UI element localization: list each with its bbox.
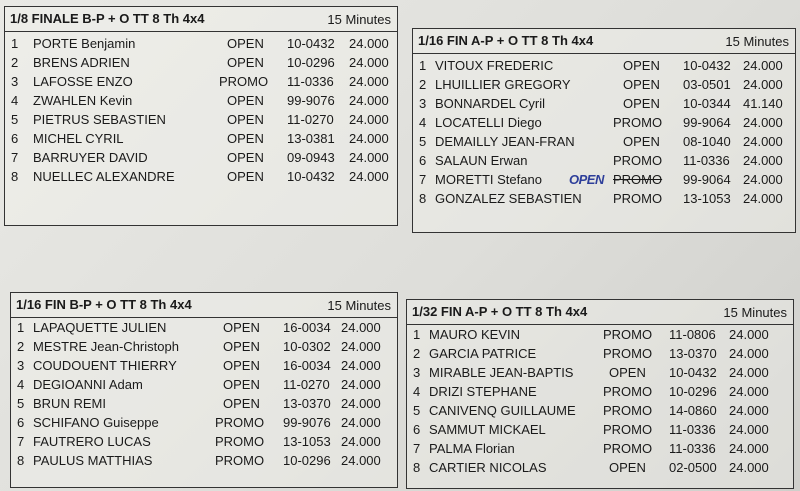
driver-row [407, 344, 793, 363]
category: OPEN [623, 58, 660, 73]
transponder-code: 02-0500 [669, 460, 717, 475]
driver-name: GONZALEZ SEBASTIEN [435, 191, 582, 206]
driver-name: GARCIA PATRICE [429, 346, 537, 361]
panel-header [407, 300, 793, 325]
lap-time: 24.000 [729, 327, 769, 342]
grid-position: 6 [17, 415, 25, 430]
category: OPEN [223, 339, 260, 354]
driver-row [413, 56, 795, 75]
lap-time: 24.000 [341, 415, 381, 430]
grid-position: 3 [11, 74, 19, 89]
grid-position: 7 [419, 172, 427, 187]
transponder-code: 03-0501 [683, 77, 731, 92]
driver-name: MESTRE Jean-Christoph [33, 339, 179, 354]
panel-header [5, 7, 397, 32]
lap-time: 24.000 [743, 115, 783, 130]
driver-name: LAPAQUETTE JULIEN [33, 320, 167, 335]
category: OPEN [227, 169, 264, 184]
driver-row [5, 129, 397, 148]
lap-time: 24.000 [349, 74, 389, 89]
transponder-code: 13-0381 [287, 131, 335, 146]
grid-position: 5 [11, 112, 19, 127]
category: PROMO [603, 384, 653, 399]
driver-name: DEMAILLY JEAN-FRAN [435, 134, 575, 149]
lap-time: 24.000 [729, 346, 769, 361]
lap-time: 24.000 [349, 36, 389, 51]
driver-name: PIETRUS SEBASTIEN [33, 112, 166, 127]
driver-name: COUDOUENT THIERRY [33, 358, 177, 373]
transponder-code: 10-0432 [287, 169, 335, 184]
transponder-code: 11-0336 [669, 422, 716, 437]
driver-row [407, 420, 793, 439]
grid-position: 6 [413, 422, 421, 437]
grid-position: 8 [17, 453, 25, 468]
heat-panel-1-32-fin-ap [406, 299, 794, 489]
driver-row [11, 394, 397, 413]
grid-position: 6 [419, 153, 427, 168]
grid-position: 5 [419, 134, 427, 149]
driver-name: SALAUN Erwan [435, 153, 528, 168]
lap-time: 24.000 [349, 93, 389, 108]
driver-name: LOCATELLI Diego [435, 115, 542, 130]
grid-position: 1 [11, 36, 19, 51]
lap-time: 24.000 [729, 403, 769, 418]
transponder-code: 09-0943 [287, 150, 335, 165]
lap-time: 24.000 [729, 365, 769, 380]
driver-name: BRUN REMI [33, 396, 106, 411]
category: OPEN [227, 55, 264, 70]
driver-name: DRIZI STEPHANE [429, 384, 537, 399]
grid-position: 3 [413, 365, 421, 380]
driver-name: MICHEL CYRIL [33, 131, 124, 146]
driver-name: MORETTI Stefano [435, 172, 542, 187]
transponder-code: 10-0432 [683, 58, 731, 73]
grid-position: 8 [11, 169, 19, 184]
category: OPEN [227, 36, 264, 51]
panel-header [413, 29, 795, 54]
category: PROMO [613, 191, 663, 206]
category: PROMO [613, 153, 663, 168]
driver-name: DEGIOANNI Adam [33, 377, 143, 392]
driver-name: PORTE Benjamin [33, 36, 136, 51]
driver-row [11, 318, 397, 337]
transponder-code: 08-1040 [683, 134, 731, 149]
transponder-code: 11-0270 [283, 377, 330, 392]
grid-position: 7 [11, 150, 19, 165]
transponder-code: 13-1053 [283, 434, 331, 449]
lap-time: 24.000 [349, 112, 389, 127]
grid-position: 2 [11, 55, 19, 70]
lap-time: 24.000 [729, 460, 769, 475]
driver-row [11, 356, 397, 375]
handwritten-correction: OPEN [569, 172, 604, 187]
transponder-code: 13-0370 [283, 396, 331, 411]
driver-row [5, 110, 397, 129]
grid-position: 4 [17, 377, 25, 392]
transponder-code: 16-0034 [283, 320, 331, 335]
transponder-code: 10-0296 [669, 384, 717, 399]
transponder-code: 10-0296 [287, 55, 335, 70]
panel-title: 1/8 FINALE B-P + O TT 8 Th 4x4 [10, 11, 205, 26]
category: OPEN [623, 134, 660, 149]
category: OPEN [223, 320, 260, 335]
grid-position: 1 [17, 320, 25, 335]
driver-row [413, 113, 795, 132]
category: PROMO [603, 422, 653, 437]
driver-name: MIRABLE JEAN-BAPTIS [429, 365, 574, 380]
lap-time: 24.000 [341, 453, 381, 468]
driver-name: LAFOSSE ENZO [33, 74, 133, 89]
driver-name: MAURO KEVIN [429, 327, 521, 342]
lap-time: 24.000 [743, 191, 783, 206]
driver-row [413, 170, 795, 189]
category: PROMO [215, 453, 265, 468]
driver-row [407, 439, 793, 458]
driver-row [5, 167, 397, 186]
grid-position: 2 [413, 346, 421, 361]
driver-name: CANIVENQ GUILLAUME [429, 403, 576, 418]
driver-name: LHUILLIER GREGORY [435, 77, 571, 92]
grid-position: 4 [11, 93, 19, 108]
lap-time: 24.000 [743, 77, 783, 92]
category: OPEN [609, 365, 646, 380]
category: OPEN [223, 377, 260, 392]
grid-position: 8 [419, 191, 427, 206]
category: OPEN [609, 460, 646, 475]
driver-row [413, 189, 795, 208]
lap-time: 24.000 [341, 358, 381, 373]
transponder-code: 10-0432 [669, 365, 717, 380]
category: OPEN [223, 396, 260, 411]
driver-row [11, 451, 397, 470]
panel-duration: 15 Minutes [327, 298, 391, 313]
transponder-code: 11-0270 [287, 112, 334, 127]
grid-position: 4 [419, 115, 427, 130]
driver-row [413, 132, 795, 151]
transponder-code: 99-9076 [283, 415, 331, 430]
lap-time: 24.000 [729, 441, 769, 456]
transponder-code: 11-0806 [669, 327, 716, 342]
driver-name: BRENS ADRIEN [33, 55, 130, 70]
panel-title: 1/16 FIN A-P + O TT 8 Th 4x4 [418, 33, 594, 48]
transponder-code: 10-0302 [283, 339, 331, 354]
driver-row [407, 458, 793, 477]
grid-position: 3 [419, 96, 427, 111]
driver-row [407, 325, 793, 344]
lap-time: 24.000 [729, 384, 769, 399]
driver-list [407, 325, 793, 477]
lap-time: 24.000 [349, 55, 389, 70]
category: PROMO [613, 172, 663, 187]
driver-row [413, 94, 795, 113]
driver-row [413, 75, 795, 94]
lap-time: 24.000 [341, 434, 381, 449]
driver-row [407, 363, 793, 382]
category: OPEN [227, 112, 264, 127]
transponder-code: 99-9064 [683, 115, 731, 130]
driver-row [11, 375, 397, 394]
driver-row [11, 337, 397, 356]
category: OPEN [623, 77, 660, 92]
grid-position: 3 [17, 358, 25, 373]
driver-row [5, 72, 397, 91]
transponder-code: 99-9076 [287, 93, 335, 108]
driver-list [413, 54, 795, 208]
lap-time: 24.000 [743, 153, 783, 168]
transponder-code: 10-0344 [683, 96, 731, 111]
driver-name: SCHIFANO Guiseppe [33, 415, 159, 430]
category: PROMO [603, 327, 653, 342]
driver-name: ZWAHLEN Kevin [33, 93, 133, 108]
lap-time: 24.000 [349, 169, 389, 184]
category: PROMO [603, 346, 653, 361]
driver-row [5, 91, 397, 110]
transponder-code: 11-0336 [287, 74, 334, 89]
lap-time: 24.000 [729, 422, 769, 437]
grid-position: 7 [413, 441, 421, 456]
grid-position: 7 [17, 434, 25, 449]
lap-time: 24.000 [743, 134, 783, 149]
panel-title: 1/16 FIN B-P + O TT 8 Th 4x4 [16, 297, 192, 312]
driver-row [413, 151, 795, 170]
driver-name: BONNARDEL Cyril [435, 96, 546, 111]
transponder-code: 10-0432 [287, 36, 335, 51]
category: PROMO [219, 74, 269, 89]
driver-list [11, 318, 397, 470]
category: PROMO [215, 415, 265, 430]
driver-name: SAMMUT MICKAEL [429, 422, 546, 437]
transponder-code: 11-0336 [683, 153, 730, 168]
grid-position: 6 [11, 131, 19, 146]
driver-row [5, 148, 397, 167]
lap-time: 24.000 [349, 150, 389, 165]
category: PROMO [613, 115, 663, 130]
lap-time: 24.000 [743, 58, 783, 73]
category: PROMO [603, 403, 653, 418]
driver-name: PAULUS MATTHIAS [33, 453, 153, 468]
heat-panel-1-16-fin-bp [10, 292, 398, 488]
transponder-code: 11-0336 [669, 441, 716, 456]
driver-row [5, 53, 397, 72]
category: OPEN [227, 131, 264, 146]
transponder-code: 14-0860 [669, 403, 717, 418]
category: OPEN [227, 150, 264, 165]
category: OPEN [223, 358, 260, 373]
driver-row [11, 432, 397, 451]
grid-position: 2 [17, 339, 25, 354]
transponder-code: 13-1053 [683, 191, 731, 206]
driver-name: CARTIER NICOLAS [429, 460, 547, 475]
driver-row [11, 413, 397, 432]
grid-position: 4 [413, 384, 421, 399]
driver-name: PALMA Florian [429, 441, 515, 456]
transponder-code: 16-0034 [283, 358, 331, 373]
lap-time: 24.000 [341, 339, 381, 354]
driver-name: FAUTRERO LUCAS [33, 434, 151, 449]
driver-row [407, 382, 793, 401]
transponder-code: 10-0296 [283, 453, 331, 468]
panel-duration: 15 Minutes [723, 305, 787, 320]
driver-name: VITOUX FREDERIC [435, 58, 554, 73]
heat-panel-1-16-fin-ap [412, 28, 796, 233]
grid-position: 2 [419, 77, 427, 92]
lap-time: 24.000 [341, 396, 381, 411]
lap-time: 24.000 [341, 320, 381, 335]
grid-position: 8 [413, 460, 421, 475]
transponder-code: 99-9064 [683, 172, 731, 187]
lap-time: 24.000 [349, 131, 389, 146]
driver-row [407, 401, 793, 420]
category: OPEN [227, 93, 264, 108]
grid-position: 1 [419, 58, 427, 73]
panel-duration: 15 Minutes [327, 12, 391, 27]
driver-list [5, 32, 397, 186]
driver-name: NUELLEC ALEXANDRE [33, 169, 175, 184]
lap-time: 41.140 [743, 96, 783, 111]
grid-position: 5 [17, 396, 25, 411]
lap-time: 24.000 [743, 172, 783, 187]
panel-title: 1/32 FIN A-P + O TT 8 Th 4x4 [412, 304, 588, 319]
panel-duration: 15 Minutes [725, 34, 789, 49]
transponder-code: 13-0370 [669, 346, 717, 361]
panel-header [11, 293, 397, 318]
category: PROMO [215, 434, 265, 449]
driver-row [5, 34, 397, 53]
heat-panel-1-8-finale-bp [4, 6, 398, 226]
driver-name: BARRUYER DAVID [33, 150, 148, 165]
grid-position: 5 [413, 403, 421, 418]
category: OPEN [623, 96, 660, 111]
grid-position: 1 [413, 327, 421, 342]
lap-time: 24.000 [341, 377, 381, 392]
category: PROMO [603, 441, 653, 456]
